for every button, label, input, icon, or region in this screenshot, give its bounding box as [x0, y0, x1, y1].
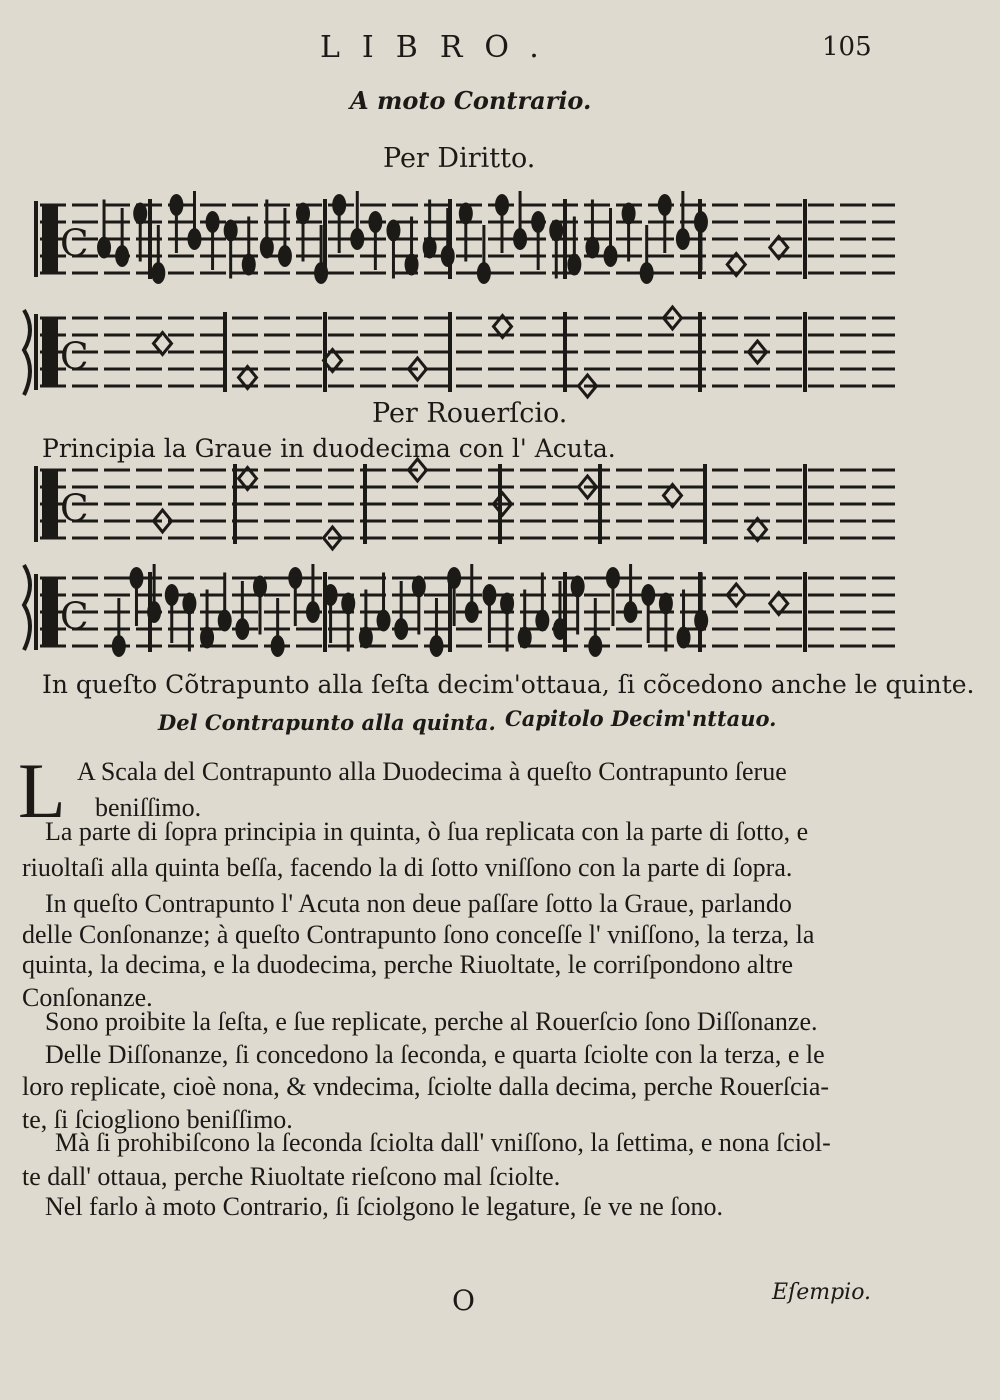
catchword: Eſempio. [772, 1280, 872, 1305]
chapter-number: Capitolo Decim'nttauo. [505, 706, 777, 731]
example2-instruction: Principia la Graue in duodecima con l' Acuta. [42, 434, 616, 463]
body-line: quinta, la decima, e la duodecima, perche Riuoltate, le corriſpondono altre [22, 950, 794, 979]
body-line: te, ſi ſciogliono beniſſimo. [22, 1105, 293, 1134]
example-subtitle: A moto Contrario. [350, 86, 592, 115]
caption-per-diritto: Per Diritto. [383, 143, 536, 174]
body-line: Mà ſi prohibiſcono la ſeconda ſciolta dall' vniſſono, la ſettima, e nona ſciol- [55, 1128, 831, 1157]
caption-per-rouerscio: Per Rouerſcio. [372, 398, 568, 429]
staff-2a-mensuration: C [60, 486, 89, 530]
body-line: delle Conſonanze; à queſto Contrapunto ſono conceſſe l' vniſſono, la terza, la [22, 920, 815, 949]
system-1-brace [24, 310, 30, 395]
body-line: Sono proibite la ſeſta, e ſue replicate, perche al Rouerſcio ſono Diſſonanze. [45, 1007, 818, 1036]
drop-cap: L [18, 747, 66, 834]
body-line: beniſſimo. [95, 793, 202, 822]
body-line: In queſto Contrapunto l' Acuta non deue paſſare ſotto la Graue, parlando [45, 889, 792, 918]
staff-2a-clef [42, 470, 58, 538]
signature-mark: O [452, 1284, 475, 1317]
body-line: Conſonanze. [22, 983, 153, 1012]
staff-2b-clef [42, 578, 58, 646]
body-line: Nel farlo à moto Contrario, ſi ſciolgono le legature, ſe ve ne ſono. [45, 1192, 723, 1221]
staff-2b-mensuration: C [60, 594, 89, 638]
running-title: LIBRO. [320, 30, 561, 65]
body-line: riuoltaſi alla quinta beſſa, facendo la di ſotto vniſſono con la parte di ſopra. [22, 853, 793, 882]
staff-1a-clef [42, 205, 58, 273]
chapter-title: Del Contrapunto alla quinta. [158, 710, 496, 735]
staff-1a-mensuration: C [60, 221, 89, 265]
body-line: Delle Diſſonanze, ſi concedono la ſeconda, e quarta ſciolte con la terza, e le [45, 1040, 825, 1069]
body-line: te dall' ottaua, perche Riuoltate rieſcono mal ſciolte. [22, 1162, 561, 1191]
page-number: 105 [822, 32, 872, 62]
body-line: La parte di ſopra principia in quinta, ò ſua replicata con la parte di ſotto, e [45, 817, 809, 846]
body-line: loro replicate, cioè nona, & vndecima, ſciolte dalla decima, perche Rouerſcia- [22, 1072, 830, 1101]
body-line: A Scala del Contrapunto alla Duodecima à queſto Contrapunto ſerue [77, 757, 787, 786]
system-2-brace [24, 565, 30, 650]
staff-1b-clef [42, 318, 58, 386]
staff-1b-mensuration: C [60, 334, 89, 378]
closing-note: In queſto Cõtrapunto alla ſeſta decim'ottaua, ſi cõcedono anche le quinte. [42, 670, 975, 699]
